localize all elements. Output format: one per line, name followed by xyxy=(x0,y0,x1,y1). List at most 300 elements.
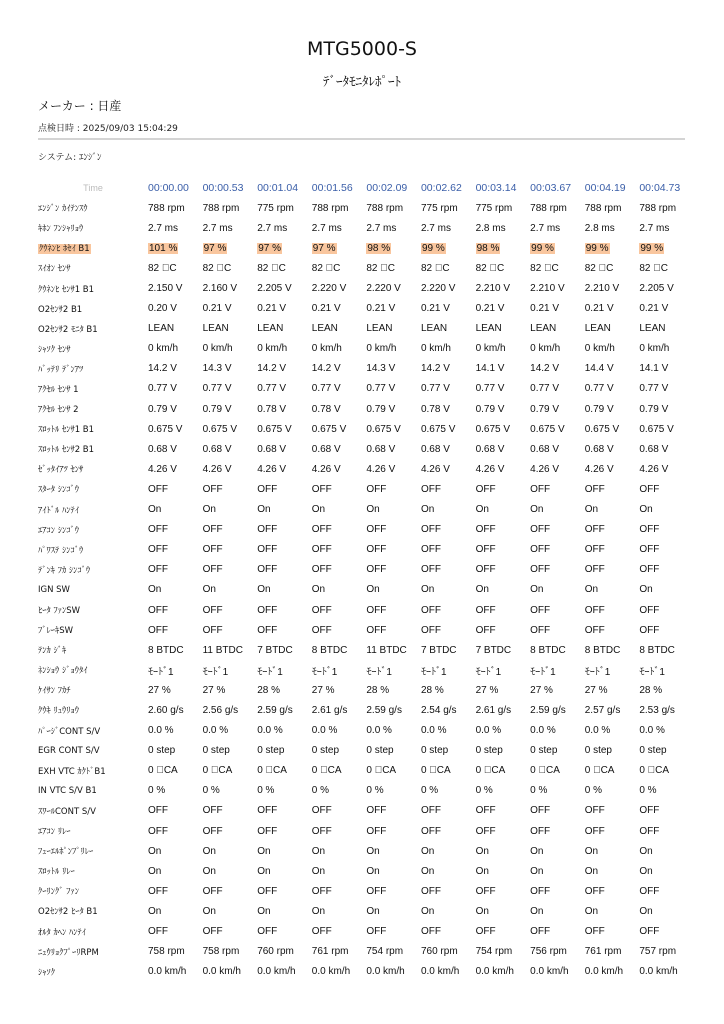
value-cell xyxy=(257,841,312,861)
cell-value: OFF xyxy=(584,926,605,938)
value-cell xyxy=(312,419,367,439)
cell-value: 0.68 V xyxy=(311,443,341,455)
table-row xyxy=(38,399,694,419)
value-cell xyxy=(476,620,531,640)
cell-value: OFF xyxy=(257,825,278,837)
value-cell xyxy=(366,700,421,720)
cell-value: LEAN xyxy=(366,323,393,335)
table-row xyxy=(38,761,694,781)
cell-value: On xyxy=(148,504,162,516)
cell-value: OFF xyxy=(530,544,551,556)
value-cell xyxy=(476,319,531,339)
table-row xyxy=(38,238,694,258)
value-cell xyxy=(585,580,640,600)
cell-value: OFF xyxy=(530,926,551,938)
time-header-cell: 00:01.04 xyxy=(257,182,299,195)
cell-value: On xyxy=(366,845,380,857)
value-cell xyxy=(366,419,421,439)
value-cell xyxy=(476,580,531,600)
cell-value: LEAN xyxy=(311,323,338,335)
value-cell xyxy=(257,299,312,319)
row-label-cell xyxy=(38,861,148,881)
cell-value: 760 rpm xyxy=(257,946,294,958)
row-label: ｽﾜｰﾙCONT S/V xyxy=(38,806,96,817)
cell-value: 0.0 % xyxy=(257,725,283,737)
cell-value: OFF xyxy=(530,604,551,616)
cell-value: 0 km/h xyxy=(420,343,451,355)
value-cell xyxy=(639,258,694,278)
value-cell xyxy=(366,319,421,339)
value-cell xyxy=(148,479,203,499)
value-cell xyxy=(148,962,203,982)
cell-value: 82 ﾟC xyxy=(257,262,286,274)
value-cell xyxy=(585,620,640,640)
value-cell xyxy=(639,881,694,901)
cell-value: OFF xyxy=(420,926,441,938)
cell-value: On xyxy=(257,865,271,877)
cell-value: On xyxy=(584,584,599,596)
cell-value: 0 % xyxy=(584,785,602,797)
cell-value: 0 ﾟCA xyxy=(584,765,615,777)
cell-value: OFF xyxy=(257,805,278,817)
value-cell xyxy=(585,660,640,680)
cell-value: 4.26 V xyxy=(202,463,232,475)
cell-value: On xyxy=(639,584,653,596)
row-label: ｽﾛｯﾄﾙ ｾﾝｻ2 B1 xyxy=(38,445,95,456)
row-label: ｸｳｷ ﾘｭｳﾘｮｳ xyxy=(38,706,79,717)
cell-value: 0.77 V xyxy=(530,383,560,395)
value-cell xyxy=(366,761,421,781)
cell-value: LEAN xyxy=(202,323,229,335)
table-row xyxy=(38,881,694,901)
cell-value: 2.7 ms xyxy=(639,222,670,234)
cell-value: OFF xyxy=(202,604,223,616)
cell-value: 14.2 V xyxy=(530,363,560,375)
value-cell xyxy=(257,218,312,238)
cell-value: 0 ﾟCA xyxy=(148,765,178,777)
value-cell xyxy=(148,801,203,821)
value-cell xyxy=(639,640,694,660)
value-cell xyxy=(530,520,585,540)
value-cell xyxy=(421,801,476,821)
value-cell xyxy=(421,459,476,479)
value-cell xyxy=(476,801,531,821)
value-cell xyxy=(148,560,203,580)
cell-value: 82 ﾟC xyxy=(530,262,559,274)
time-header-cell: 00:00.00 xyxy=(148,182,189,195)
value-cell xyxy=(203,258,258,278)
cell-value: OFF xyxy=(475,624,496,636)
value-cell xyxy=(585,781,640,801)
cell-value: On xyxy=(584,865,599,877)
cell-value: 0.0 km/h xyxy=(475,966,514,978)
value-cell xyxy=(476,700,531,720)
cell-value: On xyxy=(148,905,162,917)
cell-value: 0 km/h xyxy=(311,343,342,355)
cell-value: 0.675 V xyxy=(366,423,401,435)
value-cell xyxy=(203,500,258,520)
value-cell xyxy=(639,540,694,560)
row-label-cell xyxy=(38,479,148,499)
cell-value: 761 rpm xyxy=(584,946,622,958)
row-label: EXH VTC ｶｸﾄﾞB1 xyxy=(38,766,106,777)
value-cell xyxy=(257,520,312,540)
cell-value: On xyxy=(530,845,544,857)
value-cell xyxy=(585,540,640,560)
value-cell xyxy=(530,439,585,459)
cell-value: 27 % xyxy=(148,684,171,696)
cell-value: 2.59 g/s xyxy=(530,704,566,716)
value-cell xyxy=(639,520,694,540)
cell-value: 2.7 ms xyxy=(366,222,397,234)
cell-value: 2.61 g/s xyxy=(311,704,348,716)
value-cell xyxy=(203,821,258,841)
cell-value: 754 rpm xyxy=(475,946,513,958)
value-cell xyxy=(476,861,531,881)
cell-value: OFF xyxy=(257,564,278,576)
cell-value: 0.0 km/h xyxy=(257,966,296,978)
value-cell xyxy=(530,962,585,982)
value-cell xyxy=(639,660,694,680)
cell-value: OFF xyxy=(420,483,441,495)
value-cell xyxy=(148,741,203,761)
cell-value: 0 step xyxy=(475,745,503,757)
value-cell xyxy=(476,560,531,580)
cell-value: On xyxy=(311,584,326,596)
cell-value: On xyxy=(420,584,435,596)
cell-value: On xyxy=(202,504,216,516)
cell-value: OFF xyxy=(584,825,605,837)
value-cell xyxy=(366,238,421,258)
value-cell xyxy=(257,881,312,901)
cell-value: 82 ﾟC xyxy=(148,262,177,274)
row-label: ﾃﾝｶ ｼﾞｷ xyxy=(38,646,67,657)
cell-value: 0.675 V xyxy=(257,423,292,435)
cell-value: 2.160 V xyxy=(202,283,238,295)
value-cell xyxy=(203,319,258,339)
cell-value: 2.61 g/s xyxy=(475,704,512,716)
value-cell xyxy=(585,359,640,379)
table-row xyxy=(38,540,694,560)
cell-value: ﾓｰﾄﾞ1 xyxy=(366,666,392,678)
value-cell xyxy=(421,560,476,580)
value-cell xyxy=(530,198,585,218)
value-cell xyxy=(476,680,531,700)
cell-value: On xyxy=(148,865,162,877)
cell-value: 0.21 V xyxy=(366,303,396,315)
cell-value: 0 step xyxy=(148,745,176,757)
time-header-cell: 00:02.62 xyxy=(420,182,462,195)
value-cell xyxy=(203,278,258,298)
cell-value: OFF xyxy=(148,483,168,495)
cell-value: OFF xyxy=(420,825,441,837)
cell-value: 0.68 V xyxy=(530,443,560,455)
cell-value: 82 ﾟC xyxy=(475,262,505,274)
row-label-cell xyxy=(38,821,148,841)
cell-value: OFF xyxy=(257,544,278,556)
time-header-cell: 00:03.14 xyxy=(475,182,517,195)
table-row xyxy=(38,640,694,660)
cell-value: 788 rpm xyxy=(148,202,185,214)
row-label-cell xyxy=(38,520,148,540)
value-cell xyxy=(585,881,640,901)
cell-value: 8 BTDC xyxy=(639,644,675,656)
table-row xyxy=(38,801,694,821)
value-cell xyxy=(421,942,476,962)
time-header-cell: 00:04.19 xyxy=(584,182,626,195)
cell-value: 0.0 km/h xyxy=(311,966,351,978)
row-label-cell xyxy=(38,459,148,479)
value-cell xyxy=(312,600,367,620)
cell-value: OFF xyxy=(639,624,660,636)
cell-value: OFF xyxy=(420,524,441,536)
value-cell xyxy=(257,640,312,660)
value-cell xyxy=(476,479,531,499)
table-row xyxy=(38,600,694,620)
value-cell xyxy=(148,580,203,600)
cell-value: OFF xyxy=(311,544,332,556)
cell-value: 0 ﾟCA xyxy=(257,765,287,777)
value-cell xyxy=(257,540,312,560)
cell-value: On xyxy=(257,584,271,596)
value-cell xyxy=(148,861,203,881)
row-label-cell xyxy=(38,801,148,821)
value-cell xyxy=(366,881,421,901)
cell-value: 0.68 V xyxy=(366,443,396,455)
cell-value: OFF xyxy=(148,825,168,837)
cell-value: OFF xyxy=(366,544,387,556)
row-label-cell xyxy=(38,781,148,801)
value-cell xyxy=(639,741,694,761)
row-label-cell xyxy=(38,258,148,278)
row-label-cell xyxy=(38,500,148,520)
table-row xyxy=(38,278,694,298)
table-row xyxy=(38,339,694,359)
value-cell xyxy=(585,942,640,962)
cell-value: 761 rpm xyxy=(311,946,349,958)
value-cell xyxy=(585,339,640,359)
value-cell xyxy=(148,721,203,741)
cell-value: 2.7 ms xyxy=(257,222,288,234)
row-label-cell xyxy=(38,600,148,620)
cell-value: On xyxy=(311,865,326,877)
value-cell xyxy=(476,901,531,921)
value-cell xyxy=(203,339,258,359)
cell-value: OFF xyxy=(639,483,660,495)
value-cell xyxy=(421,761,476,781)
cell-value: On xyxy=(420,845,435,857)
value-cell xyxy=(585,218,640,238)
cell-value: On xyxy=(202,845,216,857)
cell-value: 0.68 V xyxy=(148,443,177,455)
value-cell xyxy=(312,640,367,660)
cell-value: 4.26 V xyxy=(257,463,287,475)
value-cell xyxy=(203,218,258,238)
row-label-cell xyxy=(38,881,148,901)
cell-value: OFF xyxy=(202,926,223,938)
value-cell xyxy=(530,881,585,901)
value-cell xyxy=(257,600,312,620)
cell-value: 775 rpm xyxy=(420,202,458,214)
value-cell xyxy=(476,921,531,941)
value-cell xyxy=(530,500,585,520)
cell-value: 0.79 V xyxy=(475,403,505,415)
value-cell xyxy=(639,399,694,419)
cell-value: 99 % xyxy=(585,242,609,254)
value-cell xyxy=(476,299,531,319)
row-label: ｸｳﾈﾝﾋ ｾﾝｻ1 B1 xyxy=(38,284,95,295)
cell-value: LEAN xyxy=(584,323,611,335)
cell-value: OFF xyxy=(530,624,551,636)
cell-value: LEAN xyxy=(530,323,557,335)
cell-value: 0 % xyxy=(202,785,220,797)
value-cell xyxy=(312,439,367,459)
value-cell xyxy=(530,741,585,761)
value-cell xyxy=(366,861,421,881)
row-label-cell xyxy=(38,921,148,941)
value-cell xyxy=(585,560,640,580)
cell-value: 0.78 V xyxy=(420,403,450,415)
cell-value: OFF xyxy=(475,483,496,495)
cell-value: 27 % xyxy=(475,684,499,696)
cell-value: 14.1 V xyxy=(475,363,505,375)
cell-value: 0.79 V xyxy=(584,403,614,415)
table-row xyxy=(38,680,694,700)
row-label: ﾃﾞﾝｷ ﾌｶ ｼﾝｺﾞｳ xyxy=(38,565,91,576)
cell-value: ﾓｰﾄﾞ1 xyxy=(148,666,174,678)
cell-value: 0 % xyxy=(475,785,493,797)
value-cell xyxy=(639,500,694,520)
value-cell xyxy=(530,299,585,319)
row-label-cell xyxy=(38,198,148,218)
cell-value: 0 ﾟCA xyxy=(366,765,397,777)
cell-value: OFF xyxy=(148,926,168,938)
value-cell xyxy=(203,540,258,560)
value-cell xyxy=(312,479,367,499)
value-cell xyxy=(585,700,640,720)
cell-value: OFF xyxy=(475,805,496,817)
value-cell xyxy=(530,620,585,640)
table-row xyxy=(38,520,694,540)
table-row xyxy=(38,198,694,218)
value-cell xyxy=(476,399,531,419)
row-label: ｴｱｺﾝ ｼﾝｺﾞｳ xyxy=(38,525,79,536)
value-cell xyxy=(530,660,585,680)
value-cell xyxy=(312,359,367,379)
cell-value: 0 ﾟCA xyxy=(475,765,506,777)
cell-value: 0.68 V xyxy=(420,443,450,455)
row-label-cell xyxy=(38,942,148,962)
cell-value: 14.2 V xyxy=(148,363,177,375)
cell-value: OFF xyxy=(475,524,496,536)
value-cell xyxy=(585,680,640,700)
cell-value: 0 % xyxy=(420,785,439,797)
value-cell xyxy=(366,520,421,540)
cell-value: 0 step xyxy=(420,745,449,757)
value-cell xyxy=(366,660,421,680)
table-row xyxy=(38,620,694,640)
cell-value: 0 ﾟCA xyxy=(202,765,233,777)
value-cell xyxy=(421,299,476,319)
cell-value: OFF xyxy=(584,805,605,817)
value-cell xyxy=(585,479,640,499)
cell-value: OFF xyxy=(530,805,551,817)
cell-value: 2.7 ms xyxy=(530,222,561,234)
value-cell xyxy=(421,700,476,720)
value-cell xyxy=(421,198,476,218)
value-cell xyxy=(585,921,640,941)
cell-value: 11 BTDC xyxy=(366,644,407,656)
value-cell xyxy=(203,921,258,941)
table-row xyxy=(38,660,694,680)
value-cell xyxy=(476,520,531,540)
value-cell xyxy=(312,781,367,801)
cell-value: OFF xyxy=(311,524,332,536)
cell-value: 2.7 ms xyxy=(148,222,179,234)
cell-value: OFF xyxy=(148,524,168,536)
cell-value: 757 rpm xyxy=(639,946,677,958)
cell-value: 0.0 % xyxy=(311,725,338,737)
value-cell xyxy=(257,580,312,600)
table-row xyxy=(38,500,694,520)
value-cell xyxy=(312,801,367,821)
value-cell xyxy=(148,680,203,700)
cell-value: On xyxy=(639,865,653,877)
value-cell xyxy=(257,962,312,982)
time-column-header: Time xyxy=(83,183,103,194)
cell-value: 0.21 V xyxy=(639,303,669,315)
time-header-cell: 00:00.53 xyxy=(202,182,244,195)
value-cell xyxy=(257,198,312,218)
value-cell xyxy=(257,741,312,761)
value-cell xyxy=(312,901,367,921)
cell-value: 0.77 V xyxy=(257,383,287,395)
cell-value: OFF xyxy=(420,624,441,636)
cell-value: 0.0 % xyxy=(584,725,611,737)
cell-value: OFF xyxy=(311,805,332,817)
value-cell xyxy=(257,560,312,580)
cell-value: OFF xyxy=(475,564,496,576)
cell-value: OFF xyxy=(530,483,551,495)
value-cell xyxy=(639,419,694,439)
value-cell xyxy=(257,721,312,741)
value-cell xyxy=(421,319,476,339)
cell-value: OFF xyxy=(584,885,605,897)
cell-value: OFF xyxy=(584,483,605,495)
value-cell xyxy=(530,821,585,841)
value-cell xyxy=(257,761,312,781)
value-cell xyxy=(639,620,694,640)
value-cell xyxy=(476,962,531,982)
row-label-cell xyxy=(38,841,148,861)
cell-value: On xyxy=(530,905,544,917)
table-row xyxy=(38,861,694,881)
cell-value: OFF xyxy=(311,483,332,495)
row-label: ﾊﾞｯﾃﾘ ﾃﾞﾝｱﾂ xyxy=(38,364,84,375)
cell-value: 0.79 V xyxy=(530,403,560,415)
value-cell xyxy=(366,439,421,459)
value-cell xyxy=(312,660,367,680)
cell-value: 8 BTDC xyxy=(530,644,566,656)
table-row xyxy=(38,781,694,801)
value-cell xyxy=(476,660,531,680)
value-cell xyxy=(421,238,476,258)
table-row xyxy=(38,419,694,439)
cell-value: 0.77 V xyxy=(584,383,614,395)
value-cell xyxy=(148,700,203,720)
value-cell xyxy=(421,479,476,499)
value-cell xyxy=(639,560,694,580)
